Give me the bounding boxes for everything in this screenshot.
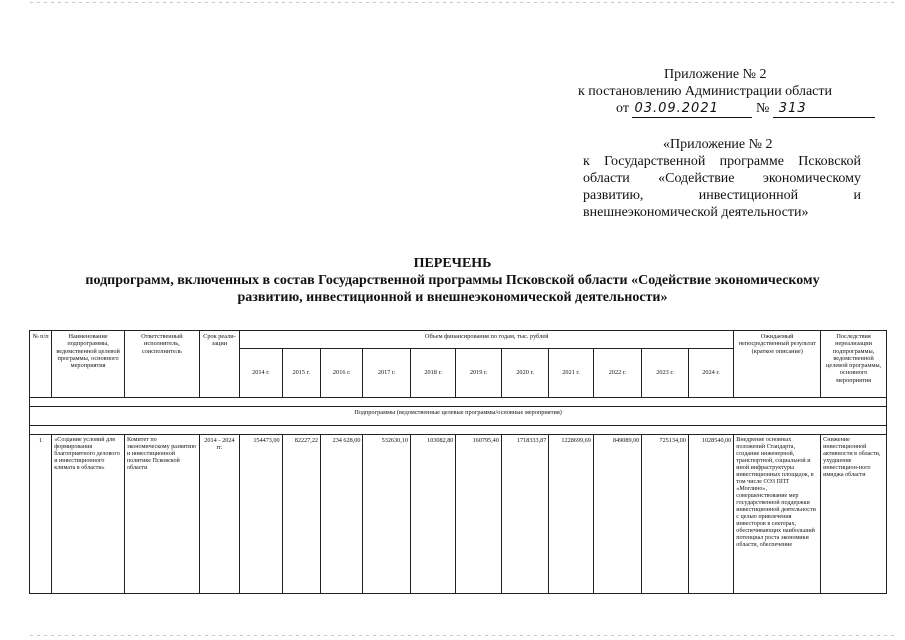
document-subtitle-line1: подпрограмм, включенных в состав Государственной программы Псковской области «Содействие экономическому [85,273,820,288]
header-year: 2022 г. [593,349,642,398]
header-result: Ожидаемый непосредственный результат (краткое описание) [734,331,821,398]
subprogram-table [29,330,887,594]
header-year: 2018 г. [410,349,455,398]
row-value-2017: 532630,10 [363,435,410,594]
scan-edge-top [30,2,895,3]
table-spacer [30,398,887,407]
row-value-2019: 160795,40 [456,435,501,594]
row-value-2015: 82227,22 [282,435,320,594]
header-year: 2021 г. [549,349,593,398]
header-num: № п/п [30,331,52,398]
row-value-2018: 103082,80 [410,435,455,594]
row-result: Внедрение основных положений Стандарта, создание инженерной, транспортной, социальной и иной инфраструктуры инвестиционных площадок, в том числе ОЭЗ ППТ «Моглино», совершенствование мер государственной поддержки инвестиционной деятельности с целью привлечения инвесторов в секторах, обеспечивающих наибольший потенциал роста экономики области, обеспечение [734,435,821,594]
header-executor: Ответственный исполнитель, соисполнитель [124,331,199,398]
header-consequences: Последствия нереализации подпрограммы, ведомственной целевой программы, основного мероприятия [821,331,887,398]
program-appendix-header [583,136,861,221]
appendix-header [578,66,878,118]
scan-edge-bottom [30,635,895,636]
row-num: 1 [30,435,52,594]
row-value-2022: 849089,00 [593,435,642,594]
row-executor: Комитет по экономическому развитию и инвестиционной политике Псковской области [124,435,199,594]
header-year: 2016 г. [321,349,363,398]
section-label: Подпрограммы (ведомственные целевые программы/основные мероприятия) [30,407,887,426]
program-appendix-title: «Приложение № 2 [663,137,773,152]
appendix-title: Приложение № 2 [664,67,767,82]
row-term: 2014 - 2024 гг. [199,435,239,594]
handwritten-date: 03.09.2021 [632,100,752,118]
header-year: 2014 г. [240,349,282,398]
document-title-block [20,255,885,306]
header-name: Наименование подпрограммы, ведомственной целевой программы, основного мероприятия [52,331,125,398]
header-year: 2024 г. [688,349,733,398]
document-heading: ПЕРЕЧЕНЬ [413,256,492,271]
date-prefix: от [616,101,629,116]
row-value-2020: 1718333,87 [501,435,548,594]
row-value-2023: 725134,00 [642,435,688,594]
row-value-2014: 154473,00 [240,435,282,594]
table-row [30,435,887,594]
table-spacer [30,426,887,435]
program-appendix-body: к Государственной программе Псковской области «Содействие экономическому развитию, инвестиционной и внешнеэкономической деятельности» [583,154,861,220]
header-term: Срок реали-зации [199,331,239,398]
header-year: 2019 г. [456,349,501,398]
row-consequences: Снижение инвестиционной активности в области, ухудшение инвестицион-ного имиджа области [821,435,887,594]
header-year: 2020 г. [501,349,548,398]
appendix-date-line [578,100,878,118]
header-financing: Объем финансирования по годам, тыс. рублей [240,331,734,349]
row-name: «Создание условий для формирования благоприятного делового и инвестиционного климата в области» [52,435,125,594]
number-prefix: № [755,101,770,116]
header-year: 2023 г. [642,349,688,398]
row-value-2024: 1028540,00 [688,435,733,594]
handwritten-number: 313 [773,100,875,118]
document-subtitle-line2: развитию, инвестиционной и внешнеэкономической деятельности» [237,290,668,305]
header-year: 2017 г. [363,349,410,398]
row-value-2021: 1228699,69 [549,435,593,594]
appendix-decree-ref: к постановлению Администрации области [578,84,832,99]
row-value-2016: 234 628,00 [321,435,363,594]
header-year: 2015 г. [282,349,320,398]
